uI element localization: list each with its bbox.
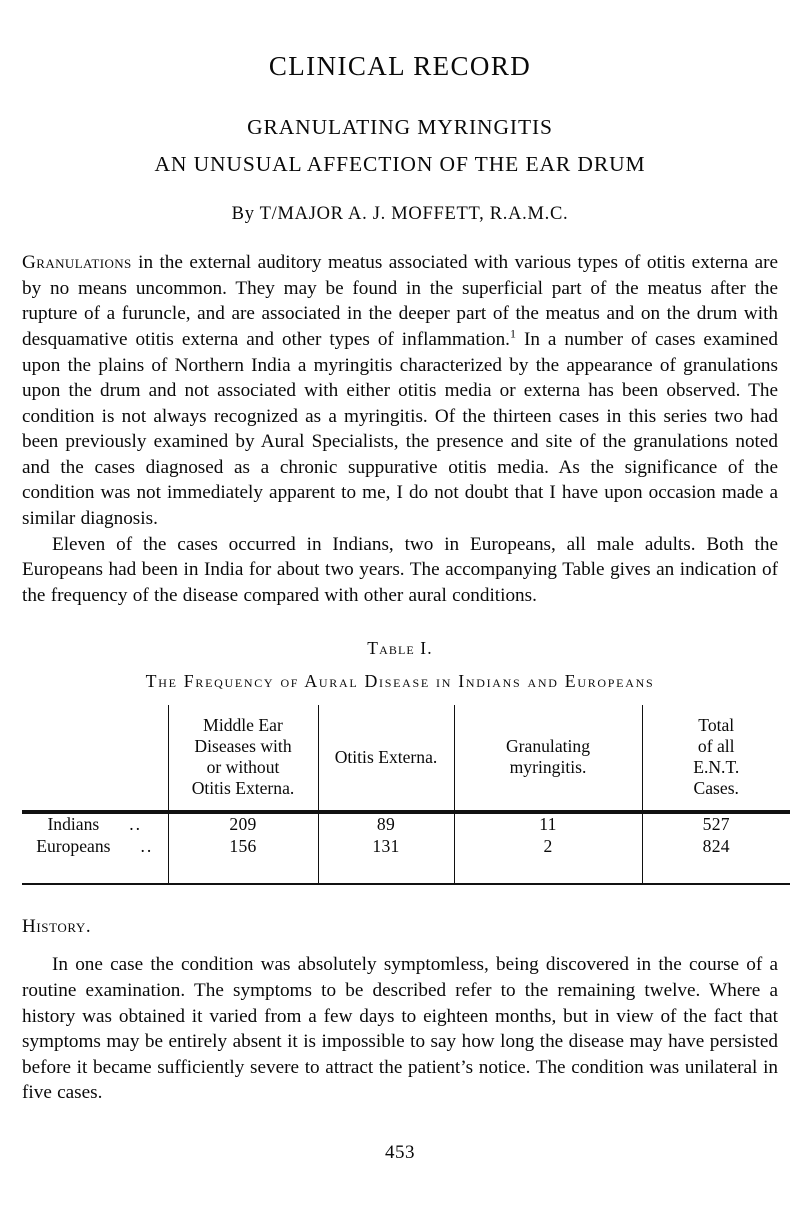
author-byline: By T/MAJOR A. J. MOFFETT, R.A.M.C. bbox=[231, 204, 569, 225]
table-header-total-line2: of all bbox=[697, 736, 735, 757]
cell-indians-granulating-myringitis: 11 bbox=[454, 813, 642, 836]
table-header-total-line1: Total bbox=[698, 715, 735, 736]
cell-europeans-middle-ear: 156 bbox=[168, 836, 318, 858]
table-header-granulating-myringitis bbox=[454, 705, 642, 810]
table-header-total-line3: E.N.T. bbox=[693, 757, 740, 778]
table-header-middle-ear-line3: or without bbox=[206, 757, 280, 778]
table-header-middle-ear-line2: Diseases with bbox=[194, 736, 292, 757]
footnote-reference-marker: 1 bbox=[509, 326, 516, 341]
history-section bbox=[22, 916, 778, 1106]
table-header-granulating-line2: myringitis. bbox=[509, 757, 587, 778]
table-header-otitis-externa-line1: Otitis Externa. bbox=[334, 746, 438, 767]
frequency-table bbox=[22, 705, 790, 885]
row-label-indians-text: Indians bbox=[47, 814, 100, 835]
history-paragraph: In one case the condition was absolutely symptomless, being discovered in the course of a routine examination. The symptoms to be described refer to the remaining twelve. Where a history was obtained it varied from a few days to eighteen months, but in view of the fact that symptoms may be entirely absent it is impossible to say how long the disease may have persisted before it became sufficiently severe to attract the patient’s notice. The condition was unilateral in five cases. bbox=[22, 954, 778, 1104]
body-text bbox=[22, 250, 778, 608]
table-body bbox=[22, 811, 790, 884]
table-header-otitis-externa bbox=[318, 705, 454, 810]
row-leader-indians: .. bbox=[129, 814, 143, 835]
table-bottom-padding bbox=[22, 857, 790, 883]
paragraph-1 bbox=[22, 250, 778, 532]
table-row bbox=[22, 836, 790, 858]
table-header-middle-ear-line1: Middle Ear bbox=[203, 715, 283, 736]
paragraph-2: Eleven of the cases occurred in Indians, two in Europeans, all male adults. Both the Europeans had been in India for about two years. The accompanying Table gives an indication of the frequency of the disease compared with other aural conditions. bbox=[22, 533, 778, 606]
cell-europeans-granulating-myringitis: 2 bbox=[454, 836, 642, 858]
table-header-granulating-line1: Granulating bbox=[505, 736, 591, 757]
table-header-blank bbox=[22, 705, 168, 810]
table-header bbox=[22, 705, 790, 810]
table-header-middle-ear-line4: Otitis Externa. bbox=[191, 778, 295, 799]
table-row-label-indians bbox=[22, 813, 168, 836]
cell-indians-total: 527 bbox=[642, 813, 790, 836]
table-header-middle-ear bbox=[168, 705, 318, 810]
paragraph-1-continuation: In a number of cases examined upon the plains of Northern India a myringitis characterized by the appearance of granulations upon the drum and not associated with either otitis media or externa has been observed. The condition is not always recognized as a myringitis. Of the thirteen cases in this series two had been previously examined by Aural Specialists, the presence and site of the granulations noted and the cases diagnosed as a chronic suppurative otitis media. As the significance of the condition was not immediately apparent to me, I do not doubt that I have upon occasion made a similar diagnosis. bbox=[22, 328, 778, 530]
table-caption-title: The Frequency of Aural Disease in Indians and Europeans bbox=[145, 671, 655, 692]
cell-europeans-otitis-externa: 131 bbox=[318, 836, 454, 858]
page-number: 453 bbox=[385, 1142, 415, 1163]
cell-indians-middle-ear: 209 bbox=[168, 813, 318, 836]
cell-europeans-total: 824 bbox=[642, 836, 790, 858]
cell-indians-otitis-externa: 89 bbox=[318, 813, 454, 836]
paragraph-1-lead-smallcaps: Granulations bbox=[22, 252, 132, 274]
article-title-main: GRANULATING MYRINGITIS bbox=[247, 114, 553, 139]
table-block bbox=[22, 638, 778, 885]
running-head: CLINICAL RECORD bbox=[268, 51, 532, 81]
table-caption-number: Table I. bbox=[367, 638, 433, 659]
table-header-row bbox=[22, 705, 790, 810]
row-label-europeans-text: Europeans bbox=[36, 835, 111, 856]
paragraph-1-text: in the external auditory meatus associated with various types of otitis externa are by no means uncommon. They may be found in the superficial part of the meatus after the rupture of a furuncle, and are associated in the deeper part of the meatus and on the drum with desquamative otitis externa and other types of inflammation. bbox=[22, 252, 778, 350]
table-row bbox=[22, 813, 790, 836]
row-leader-europeans: .. bbox=[140, 835, 154, 856]
table-header-total-line4: Cases. bbox=[693, 778, 739, 799]
table-row-label-europeans bbox=[22, 836, 168, 858]
table-rule-bottom bbox=[22, 883, 790, 884]
section-heading-history: History. bbox=[22, 916, 92, 938]
article-title-sub: AN UNUSUAL AFFECTION OF THE EAR DRUM bbox=[154, 152, 646, 177]
table-header-total bbox=[642, 705, 790, 810]
